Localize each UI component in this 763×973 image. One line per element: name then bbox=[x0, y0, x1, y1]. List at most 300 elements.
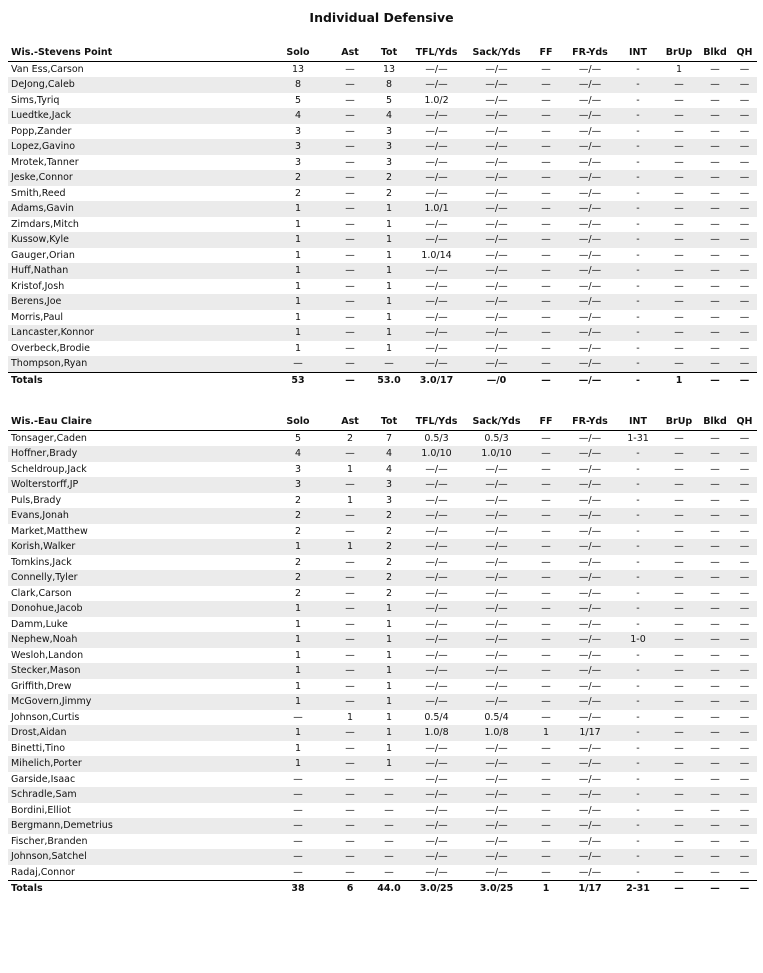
stat-cell: — bbox=[698, 108, 732, 124]
stat-cell: — bbox=[739, 711, 750, 723]
stat-cell: —/— bbox=[408, 325, 465, 341]
stat-cell: — bbox=[660, 294, 698, 310]
stat-cell: 1.0/1 bbox=[408, 201, 465, 217]
stat-cell: — bbox=[732, 139, 757, 155]
stat-cell: — bbox=[541, 649, 551, 661]
player-name: Adams,Gavin bbox=[8, 201, 266, 217]
stat-cell: —/— bbox=[485, 463, 508, 475]
stat-cell: 1 bbox=[370, 725, 408, 741]
stat-cell: 3 bbox=[266, 477, 330, 493]
stat-cell: - bbox=[636, 187, 640, 199]
player-name: Luedtke,Jack bbox=[8, 108, 266, 124]
stat-cell: 1 bbox=[294, 680, 302, 692]
stat-cell: — bbox=[739, 649, 750, 661]
table-row bbox=[8, 787, 757, 803]
stat-cell: — bbox=[384, 866, 394, 878]
stat-cell: 1 bbox=[266, 539, 330, 555]
stat-cell: — bbox=[541, 835, 551, 847]
stat-cell: - bbox=[636, 342, 640, 354]
stat-cell: 1 bbox=[660, 372, 698, 388]
stat-cell: 1-0 bbox=[616, 632, 660, 648]
stat-cell: —/— bbox=[578, 587, 602, 599]
stat-cell: 3.0/17 bbox=[408, 372, 465, 388]
table-row bbox=[8, 632, 757, 648]
stat-cell: 1 bbox=[370, 201, 408, 217]
player-name: Smith,Reed bbox=[11, 187, 66, 199]
stat-cell: — bbox=[528, 294, 564, 310]
stat-cell: —/— bbox=[408, 170, 465, 186]
stat-cell: — bbox=[710, 187, 720, 199]
stat-cell: — bbox=[710, 804, 720, 816]
stat-cell: — bbox=[330, 632, 370, 648]
stat-cell: —/— bbox=[465, 818, 528, 834]
stat-cell: 1 bbox=[330, 539, 370, 555]
stat-cell: — bbox=[698, 201, 732, 217]
stat-cell: - bbox=[636, 218, 640, 230]
stat-cell: — bbox=[345, 187, 355, 199]
stat-cell: —/— bbox=[578, 125, 602, 137]
stat-cell: —/— bbox=[465, 139, 528, 155]
stat-cell: —/— bbox=[564, 818, 616, 834]
stat-cell: — bbox=[710, 618, 720, 630]
player-name: Overbeck,Brodie bbox=[11, 342, 91, 354]
stat-cell: —/— bbox=[425, 63, 448, 75]
stat-cell: 1 bbox=[294, 249, 302, 261]
stat-cell: 1 bbox=[370, 663, 408, 679]
stat-cell: — bbox=[674, 618, 684, 630]
stat-cell: — bbox=[739, 187, 750, 199]
stat-cell: 4 bbox=[385, 463, 393, 475]
stat-cell: — bbox=[345, 125, 355, 137]
stat-cell: — bbox=[541, 742, 551, 754]
stat-cell: — bbox=[660, 725, 698, 741]
stat-cell: — bbox=[345, 680, 355, 692]
stat-cell: 2 bbox=[385, 187, 393, 199]
stat-cell: - bbox=[636, 280, 640, 292]
stat-cell: —/— bbox=[425, 525, 448, 537]
stat-cell: — bbox=[384, 773, 394, 785]
stat-cell: —/— bbox=[408, 108, 465, 124]
table-row bbox=[8, 803, 757, 819]
stat-cell: — bbox=[732, 170, 757, 186]
stat-cell: - bbox=[636, 463, 640, 475]
stat-cell: —/— bbox=[564, 201, 616, 217]
stat-cell: —/— bbox=[465, 601, 528, 617]
stat-cell: 3 bbox=[370, 139, 408, 155]
stat-cell: — bbox=[732, 446, 757, 462]
stat-cell: —/— bbox=[578, 156, 602, 168]
stat-cell: — bbox=[345, 280, 355, 292]
stat-cell: — bbox=[739, 618, 750, 630]
stat-cell: 2 bbox=[266, 570, 330, 586]
stat-cell: — bbox=[660, 694, 698, 710]
table-row bbox=[8, 217, 757, 233]
stat-cell: —/— bbox=[425, 342, 448, 354]
stat-cell: - bbox=[616, 601, 660, 617]
stat-cell: - bbox=[616, 725, 660, 741]
stat-cell: 3 bbox=[294, 156, 302, 168]
stat-cell: 1 bbox=[266, 201, 330, 217]
stat-cell: - bbox=[616, 372, 660, 388]
stat-cell: — bbox=[732, 849, 757, 865]
stat-cell: 1.0/10 bbox=[465, 446, 528, 462]
column-header-sack-yds: Sack/Yds bbox=[465, 414, 528, 430]
stat-cell: —/— bbox=[408, 570, 465, 586]
stat-cell: - bbox=[636, 804, 640, 816]
stat-cell: - bbox=[636, 773, 640, 785]
stat-cell: — bbox=[528, 787, 564, 803]
player-rows bbox=[8, 430, 757, 897]
stat-cell: — bbox=[345, 249, 355, 261]
stat-cell: — bbox=[710, 432, 720, 444]
stat-cell: — bbox=[370, 818, 408, 834]
stat-cell: — bbox=[528, 477, 564, 493]
player-name: Johnson,Curtis bbox=[11, 711, 80, 723]
stat-cell: — bbox=[710, 711, 720, 723]
stat-cell: —/— bbox=[425, 742, 448, 754]
stat-cell: —/— bbox=[485, 525, 508, 537]
stat-cell: — bbox=[660, 325, 698, 341]
stat-cell: — bbox=[345, 618, 355, 630]
table-row bbox=[8, 555, 757, 571]
stat-cell: 44.0 bbox=[370, 881, 408, 897]
stat-cell: - bbox=[636, 249, 640, 261]
stat-cell: —/— bbox=[408, 77, 465, 93]
table-row bbox=[8, 663, 757, 679]
column-header-solo: Solo bbox=[266, 414, 330, 430]
stat-cell: — bbox=[674, 649, 684, 661]
table-row bbox=[8, 477, 757, 493]
stat-cell: — bbox=[732, 263, 757, 279]
stat-cell: — bbox=[660, 201, 698, 217]
stat-cell: 1 bbox=[266, 263, 330, 279]
stat-cell: — bbox=[698, 232, 732, 248]
stat-cell: 1 bbox=[385, 680, 393, 692]
column-header-int: INT bbox=[616, 45, 660, 61]
table-row bbox=[8, 508, 757, 524]
stat-cell: —/— bbox=[564, 787, 616, 803]
stat-cell: — bbox=[330, 263, 370, 279]
stat-cell: —/— bbox=[564, 508, 616, 524]
totals-label: Totals bbox=[8, 372, 266, 388]
stat-cell: — bbox=[739, 432, 750, 444]
stat-cell: —/— bbox=[465, 756, 528, 772]
stat-cell: — bbox=[698, 663, 732, 679]
player-name: Griffith,Drew bbox=[11, 680, 72, 692]
table-row bbox=[8, 849, 757, 865]
table-row bbox=[8, 524, 757, 540]
stat-cell: —/— bbox=[408, 601, 465, 617]
stat-cell: —/— bbox=[485, 587, 508, 599]
stat-cell: — bbox=[732, 232, 757, 248]
stat-cell: — bbox=[345, 773, 355, 785]
stat-cell: 1 bbox=[294, 742, 302, 754]
stat-cell: — bbox=[330, 570, 370, 586]
table-row bbox=[8, 694, 757, 710]
stat-cell: — bbox=[330, 694, 370, 710]
stat-cell: — bbox=[528, 201, 564, 217]
stat-cell: —/— bbox=[578, 866, 602, 878]
stat-cell: — bbox=[660, 881, 698, 897]
stat-cell: —/— bbox=[564, 325, 616, 341]
stat-cell: 3 bbox=[294, 125, 302, 137]
stat-cell: 1/17 bbox=[564, 881, 616, 897]
stat-cell: — bbox=[710, 311, 720, 323]
stat-cell: — bbox=[528, 849, 564, 865]
stat-cell: — bbox=[330, 446, 370, 462]
stat-cell: 8 bbox=[266, 77, 330, 93]
stat-cell: — bbox=[541, 342, 551, 354]
stat-cell: —/— bbox=[485, 835, 508, 847]
table-row bbox=[8, 601, 757, 617]
column-header-blkd: Blkd bbox=[698, 414, 732, 430]
stat-cell: — bbox=[330, 232, 370, 248]
stat-cell: — bbox=[345, 835, 355, 847]
player-name: Jeske,Connor bbox=[8, 170, 266, 186]
stat-cell: - bbox=[616, 694, 660, 710]
stat-cell: 1 bbox=[266, 632, 330, 648]
stat-cell: 2 bbox=[266, 170, 330, 186]
stat-cell: —/— bbox=[425, 587, 448, 599]
stat-cell: - bbox=[636, 742, 640, 754]
stat-cell: — bbox=[528, 139, 564, 155]
stat-cell: — bbox=[739, 494, 750, 506]
stat-cell: — bbox=[541, 125, 551, 137]
stat-cell: — bbox=[541, 556, 551, 568]
stat-cell: —/— bbox=[564, 263, 616, 279]
player-name: Sims,Tyriq bbox=[11, 94, 60, 106]
stat-cell: — bbox=[541, 432, 551, 444]
stat-cell: 1 bbox=[370, 232, 408, 248]
stat-cell: - bbox=[616, 108, 660, 124]
stat-cell: — bbox=[732, 294, 757, 310]
player-name: Wesloh,Landon bbox=[11, 649, 84, 661]
stat-cell: —/— bbox=[408, 356, 465, 372]
stat-cell: —/— bbox=[578, 94, 602, 106]
stat-cell: — bbox=[660, 663, 698, 679]
stat-cell: — bbox=[739, 280, 750, 292]
player-name: Tonsager,Caden bbox=[11, 432, 87, 444]
stat-cell: — bbox=[732, 632, 757, 648]
stat-cell: — bbox=[739, 804, 750, 816]
stat-cell: — bbox=[710, 342, 720, 354]
stat-cell: — bbox=[345, 311, 355, 323]
stat-cell: — bbox=[674, 711, 684, 723]
player-rows bbox=[8, 61, 757, 388]
stat-cell: — bbox=[710, 494, 720, 506]
stat-cell: 2 bbox=[370, 508, 408, 524]
stat-cell: 3 bbox=[266, 139, 330, 155]
stat-cell: 1 bbox=[294, 618, 302, 630]
stat-cell: — bbox=[345, 342, 355, 354]
stat-cell: 2 bbox=[385, 525, 393, 537]
table-row bbox=[8, 493, 757, 509]
stat-cell: - bbox=[636, 125, 640, 137]
stat-cell: - bbox=[616, 356, 660, 372]
stat-cell: — bbox=[674, 432, 684, 444]
stat-cell: - bbox=[616, 818, 660, 834]
stat-cell: — bbox=[293, 773, 303, 785]
stat-cell: - bbox=[636, 866, 640, 878]
stat-cell: — bbox=[710, 649, 720, 661]
column-header-int: INT bbox=[616, 414, 660, 430]
stat-cell: —/— bbox=[485, 742, 508, 754]
stat-cell: — bbox=[541, 280, 551, 292]
stat-cell: — bbox=[698, 508, 732, 524]
stat-cell: — bbox=[739, 156, 750, 168]
stat-cell: 2 bbox=[294, 494, 302, 506]
stat-cell: — bbox=[528, 539, 564, 555]
stat-cell: — bbox=[345, 218, 355, 230]
player-name: Wolterstorff,JP bbox=[8, 477, 266, 493]
player-name: Morris,Paul bbox=[11, 311, 64, 323]
stat-cell: — bbox=[330, 139, 370, 155]
stat-cell: —/— bbox=[425, 311, 448, 323]
stat-cell: — bbox=[660, 446, 698, 462]
stat-cell: 5 bbox=[294, 432, 302, 444]
team-defense-table bbox=[8, 45, 757, 388]
stat-cell: — bbox=[330, 756, 370, 772]
stat-cell: — bbox=[266, 818, 330, 834]
stat-cell: — bbox=[660, 787, 698, 803]
stat-cell: 2 bbox=[370, 170, 408, 186]
stat-cell: — bbox=[732, 756, 757, 772]
table-row bbox=[8, 325, 757, 341]
stat-cell: — bbox=[732, 356, 757, 372]
stat-cell: 2-31 bbox=[616, 881, 660, 897]
player-name: Garside,Isaac bbox=[11, 773, 76, 785]
stat-cell: — bbox=[732, 881, 757, 897]
stat-cell: — bbox=[698, 325, 732, 341]
stat-cell: 7 bbox=[385, 432, 393, 444]
table-row bbox=[8, 186, 757, 202]
player-name: Van Ess,Carson bbox=[11, 63, 84, 75]
stat-cell: —/— bbox=[485, 556, 508, 568]
stat-cell: 3.0/25 bbox=[465, 881, 528, 897]
stat-cell: —/— bbox=[425, 125, 448, 137]
stat-cell: 1 bbox=[370, 632, 408, 648]
stat-cell: - bbox=[636, 525, 640, 537]
stat-cell: - bbox=[636, 94, 640, 106]
stat-cell: - bbox=[616, 539, 660, 555]
stat-cell: - bbox=[616, 663, 660, 679]
stat-cell: —/— bbox=[564, 663, 616, 679]
stat-cell: — bbox=[660, 139, 698, 155]
stat-cell: - bbox=[616, 263, 660, 279]
stat-cell: —/— bbox=[485, 125, 508, 137]
stat-cell: 1 bbox=[294, 649, 302, 661]
stat-cell: 1 bbox=[370, 263, 408, 279]
stat-cell: — bbox=[541, 773, 551, 785]
player-name: Binetti,Tino bbox=[11, 742, 66, 754]
stat-cell: 3 bbox=[385, 125, 393, 137]
column-header-ast: Ast bbox=[330, 45, 370, 61]
stat-cell: — bbox=[710, 280, 720, 292]
stat-cell: — bbox=[330, 725, 370, 741]
stat-cell: 5 bbox=[385, 94, 393, 106]
column-header-tot: Tot bbox=[370, 414, 408, 430]
stat-cell: 1 bbox=[370, 756, 408, 772]
table-row bbox=[8, 341, 757, 357]
column-header-brup: BrUp bbox=[660, 414, 698, 430]
stat-cell: —/— bbox=[564, 372, 616, 388]
stat-cell: —/— bbox=[408, 539, 465, 555]
stat-cell: — bbox=[739, 773, 750, 785]
stat-cell: —/— bbox=[485, 187, 508, 199]
stat-cell: — bbox=[698, 294, 732, 310]
stat-cell: — bbox=[732, 477, 757, 493]
table-row bbox=[8, 710, 757, 726]
stat-cell: —/— bbox=[578, 680, 602, 692]
stat-cell: —/— bbox=[425, 804, 448, 816]
player-name: Popp,Zander bbox=[11, 125, 72, 137]
team-name: Wis.-Stevens Point bbox=[8, 45, 266, 61]
stat-cell: - bbox=[636, 494, 640, 506]
stat-cell: — bbox=[330, 663, 370, 679]
stat-cell: — bbox=[370, 356, 408, 372]
stat-cell: — bbox=[732, 570, 757, 586]
stat-cell: — bbox=[528, 694, 564, 710]
stat-cell: —/— bbox=[465, 508, 528, 524]
stat-cell: —/— bbox=[465, 108, 528, 124]
stat-cell: —/— bbox=[465, 570, 528, 586]
stat-cell: —/— bbox=[408, 508, 465, 524]
stat-cell: —/— bbox=[485, 494, 508, 506]
stat-cell: 1.0/8 bbox=[465, 725, 528, 741]
stat-cell: —/— bbox=[485, 618, 508, 630]
stat-cell: — bbox=[732, 694, 757, 710]
table-row bbox=[8, 865, 757, 881]
stat-cell: — bbox=[674, 342, 684, 354]
stat-cell: — bbox=[710, 835, 720, 847]
stat-cell: — bbox=[660, 477, 698, 493]
stat-cell: — bbox=[345, 649, 355, 661]
stat-cell: — bbox=[541, 249, 551, 261]
stat-cell: —/— bbox=[408, 849, 465, 865]
stat-cell: — bbox=[732, 77, 757, 93]
stat-cell: — bbox=[541, 187, 551, 199]
stat-cell: - bbox=[636, 711, 640, 723]
stat-cell: - bbox=[616, 139, 660, 155]
stat-cell: — bbox=[698, 632, 732, 648]
stat-cell: - bbox=[636, 835, 640, 847]
stat-cell: —/— bbox=[485, 94, 508, 106]
table-row bbox=[8, 586, 757, 602]
stat-cell: —/— bbox=[425, 773, 448, 785]
stat-cell: — bbox=[660, 632, 698, 648]
table-row bbox=[8, 679, 757, 695]
stat-cell: 4 bbox=[370, 108, 408, 124]
totals-label: Totals bbox=[8, 881, 266, 897]
stat-cell: — bbox=[541, 311, 551, 323]
stat-cell: —/— bbox=[425, 494, 448, 506]
column-header-tfl-yds: TFL/Yds bbox=[408, 414, 465, 430]
stat-cell: — bbox=[330, 818, 370, 834]
stat-cell: — bbox=[698, 570, 732, 586]
player-name: Gauger,Orian bbox=[11, 249, 75, 261]
stat-cell: — bbox=[330, 356, 370, 372]
stat-cell: —/— bbox=[408, 477, 465, 493]
player-name: Nephew,Noah bbox=[8, 632, 266, 648]
stat-cell: — bbox=[674, 187, 684, 199]
stat-cell: —/— bbox=[564, 601, 616, 617]
stat-cell: - bbox=[636, 556, 640, 568]
stat-cell: — bbox=[710, 680, 720, 692]
stat-cell: 2 bbox=[294, 587, 302, 599]
stat-cell: — bbox=[698, 446, 732, 462]
stat-cell: —/— bbox=[408, 663, 465, 679]
stat-cell: —/— bbox=[564, 170, 616, 186]
